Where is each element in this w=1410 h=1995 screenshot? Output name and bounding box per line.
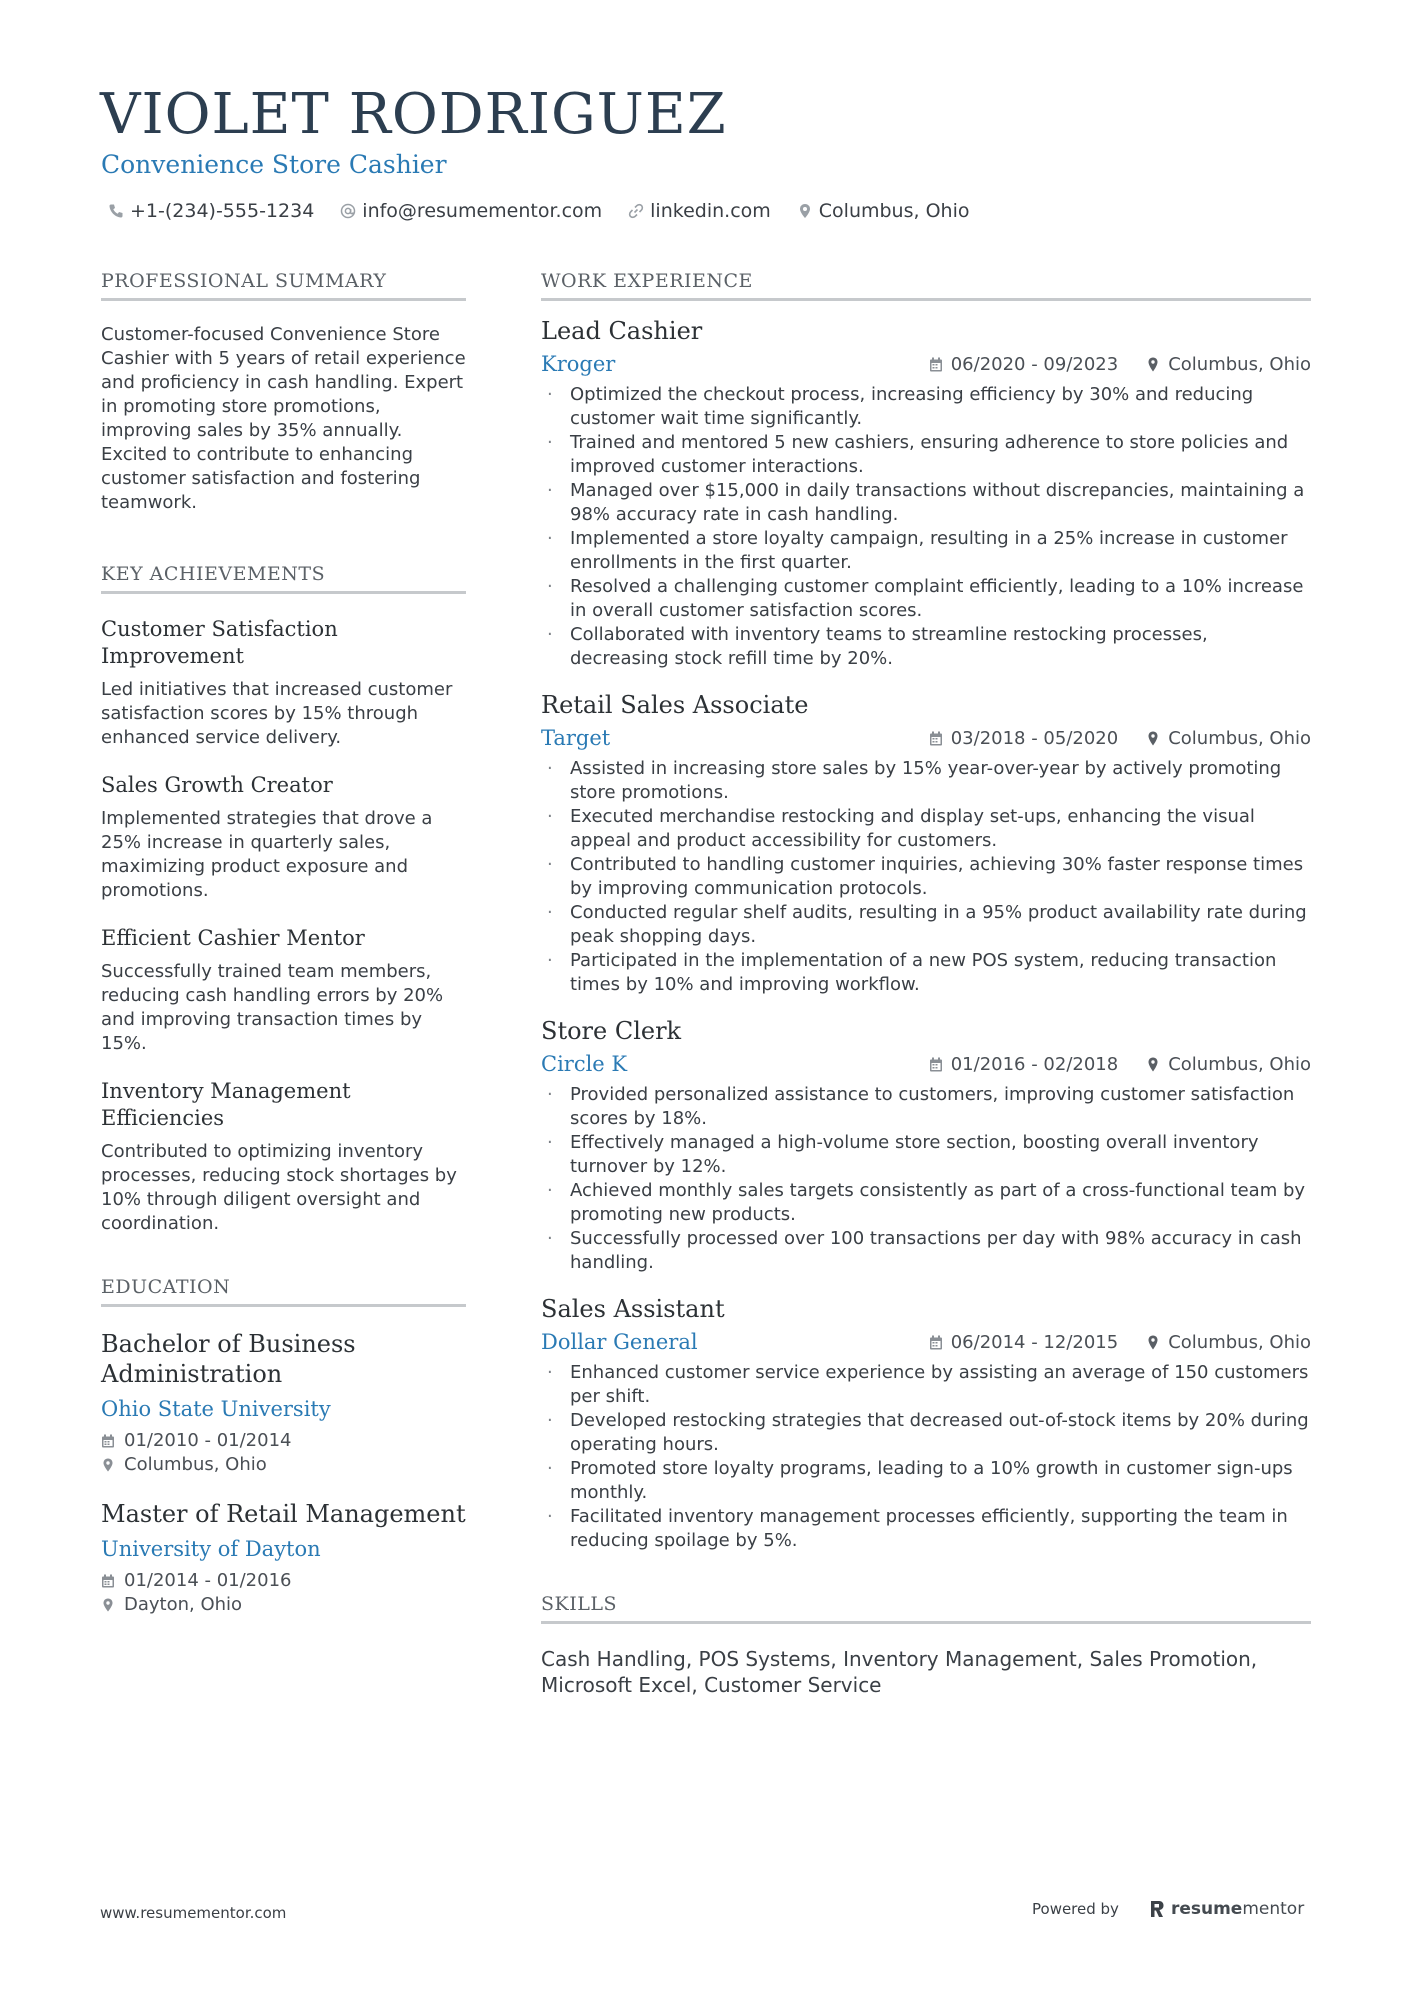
job-meta: [929, 354, 1311, 375]
job-location: [1146, 1332, 1311, 1353]
achievement-item: [101, 616, 466, 750]
job-dates: [929, 1054, 1119, 1075]
job-bullet: · Successfully processed over 100 transactions per day with 98% accuracy in cash handling.: [541, 1227, 1311, 1275]
job-bullet: · Resolved a challenging customer complaint efficiently, leading to a 10% increase in overall customer satisfaction scores.: [541, 575, 1311, 623]
job-bullet: · Contributed to handling customer inquiries, achieving 30% faster response times by improving communication protocols.: [541, 853, 1311, 901]
contact-phone[interactable]: [108, 200, 314, 222]
job-bullets: [541, 383, 1311, 671]
achievement-text: Led initiatives that increased customer satisfaction scores by 15% through enhanced service delivery.: [101, 679, 453, 748]
job-dates: [929, 728, 1119, 749]
education-dates: [101, 1429, 466, 1453]
at-icon: [340, 203, 356, 219]
degree-title: Bachelor of Business Administration: [101, 1330, 356, 1388]
left-column: [101, 270, 466, 1639]
location-text: Columbus, Ohio: [1168, 727, 1311, 749]
achievement-title: Sales Growth Creator: [101, 773, 333, 797]
dates-text: 03/2018 - 05/2020: [950, 727, 1119, 749]
job-bullet: · Provided personalized assistance to customers, improving customer satisfaction scores by 18%.: [541, 1083, 1311, 1131]
location-text: Columbus, Ohio: [1168, 1053, 1311, 1075]
candidate-name: VIOLET RODRIGUEZ: [100, 82, 727, 147]
brand-logo[interactable]: [1149, 1899, 1304, 1919]
phone-icon: [108, 203, 124, 219]
map-pin-icon: [101, 1458, 115, 1472]
job-dates: [929, 354, 1119, 375]
school-name: University of Dayton: [101, 1537, 321, 1561]
job-bullets: [541, 757, 1311, 997]
job-bullets: [541, 1083, 1311, 1275]
contact-bar: [108, 200, 969, 222]
education-item: [101, 1329, 466, 1477]
job-title: Sales Assistant: [541, 1295, 725, 1323]
job-meta-row: [541, 349, 1311, 379]
education-dates: [101, 1569, 466, 1593]
job-bullet: · Managed over $15,000 in daily transactions without discrepancies, maintaining a 98% accuracy rate in cash handling.: [541, 479, 1311, 527]
location-text: Columbus, Ohio: [1168, 1331, 1311, 1353]
education-section: [101, 1276, 466, 1617]
achievements-section: [101, 563, 466, 1236]
contact-location: [797, 200, 970, 222]
dates-text: 06/2014 - 12/2015: [950, 1331, 1119, 1353]
achievement-text: Successfully trained team members, reducing cash handling errors by 20% and improving transaction times by 15%.: [101, 961, 444, 1054]
company-name: Circle K: [541, 1052, 628, 1076]
experience-section: [541, 270, 1311, 1553]
skills-section: [541, 1593, 1311, 1698]
skills-heading: SKILLS: [541, 1593, 1311, 1624]
calendar-icon: [929, 1057, 943, 1072]
brand-bold: resume: [1170, 1899, 1243, 1919]
right-column: [541, 270, 1311, 1698]
summary-text: Customer-focused Convenience Store Cashier with 5 years of retail experience and proficiency in cash handling. Expert in promoting store promotions, improving sales by 35% annually. Excited to contribute to enhancing customer satisfaction and fostering teamwork.: [101, 324, 466, 513]
job-entry: [541, 689, 1311, 997]
location-text: Dayton, Ohio: [124, 1594, 243, 1615]
job-location: [1146, 728, 1311, 749]
powered-by-text: Powered by: [1032, 1900, 1119, 1918]
linkedin-text: linkedin.com: [650, 200, 771, 222]
job-entry: [541, 1293, 1311, 1553]
school-name: Ohio State University: [101, 1397, 331, 1421]
map-pin-icon: [797, 203, 813, 219]
job-bullet: · Trained and mentored 5 new cashiers, ensuring adherence to store policies and improved customer interactions.: [541, 431, 1311, 479]
job-bullet: · Facilitated inventory management processes efficiently, supporting the team in reducing spoilage by 5%.: [541, 1505, 1311, 1553]
job-entry: [541, 315, 1311, 671]
job-meta-row: [541, 1049, 1311, 1079]
calendar-icon: [101, 1574, 115, 1588]
education-item: [101, 1499, 466, 1617]
company-name: Dollar General: [541, 1330, 698, 1354]
job-bullet: · Collaborated with inventory teams to streamline restocking processes, decreasing stock refill time by 20%.: [541, 623, 1311, 671]
job-meta: [929, 728, 1311, 749]
job-bullet: · Enhanced customer service experience by assisting an average of 150 customers per shift.: [541, 1361, 1311, 1409]
job-meta: [929, 1054, 1311, 1075]
dates-text: 01/2010 - 01/2014: [124, 1430, 292, 1451]
job-bullet: · Assisted in increasing store sales by 15% year-over-year by actively promoting store promotions.: [541, 757, 1311, 805]
brand-light: mentor: [1242, 1899, 1305, 1919]
job-meta-row: [541, 723, 1311, 753]
job-bullet: · Executed merchandise restocking and display set-ups, enhancing the visual appeal and product accessibility for customers.: [541, 805, 1311, 853]
achievement-title: Efficient Cashier Mentor: [101, 926, 365, 950]
experience-heading: WORK EXPERIENCE: [541, 270, 1311, 301]
job-bullet: · Implemented a store loyalty campaign, resulting in a 25% increase in customer enrollments in the first quarter.: [541, 527, 1311, 575]
map-pin-icon: [1146, 357, 1160, 372]
dates-text: 01/2014 - 01/2016: [124, 1570, 292, 1591]
job-role: Convenience Store Cashier: [101, 150, 447, 179]
map-pin-icon: [1146, 1057, 1160, 1072]
contact-email[interactable]: [340, 200, 602, 222]
calendar-icon: [929, 357, 943, 372]
job-meta-row: [541, 1327, 1311, 1357]
map-pin-icon: [1146, 731, 1160, 746]
achievement-text: Contributed to optimizing inventory processes, reducing stock shortages by 10% through diligent oversight and coordination.: [101, 1141, 457, 1234]
job-entry: [541, 1015, 1311, 1275]
location-text: Columbus, Ohio: [124, 1454, 267, 1475]
achievement-item: [101, 772, 466, 903]
job-bullet: · Effectively managed a high-volume store section, boosting overall inventory turnover by 12%.: [541, 1131, 1311, 1179]
footer-powered: [1032, 1899, 1304, 1919]
education-location: [101, 1593, 466, 1617]
map-pin-icon: [1146, 1335, 1160, 1350]
achievement-title: Inventory Management Efficiencies: [101, 1079, 351, 1130]
achievements-heading: KEY ACHIEVEMENTS: [101, 563, 466, 594]
calendar-icon: [929, 731, 943, 746]
email-text: info@resumementor.com: [362, 200, 603, 222]
summary-section: [101, 270, 466, 515]
job-bullet: · Achieved monthly sales targets consistently as part of a cross-functional team by promoting new products.: [541, 1179, 1311, 1227]
contact-linkedin[interactable]: [628, 200, 771, 222]
job-dates: [929, 1332, 1119, 1353]
dates-text: 01/2016 - 02/2018: [950, 1053, 1119, 1075]
calendar-icon: [101, 1434, 115, 1448]
job-title: Store Clerk: [541, 1017, 682, 1045]
job-bullet: · Participated in the implementation of a new POS system, reducing transaction times by 10% and improving workflow.: [541, 949, 1311, 997]
education-heading: EDUCATION: [101, 1276, 466, 1307]
job-title: Retail Sales Associate: [541, 691, 809, 719]
job-bullet: · Promoted store loyalty programs, leading to a 10% growth in customer sign-ups monthly.: [541, 1457, 1311, 1505]
calendar-icon: [929, 1335, 943, 1350]
dates-text: 06/2020 - 09/2023: [950, 353, 1119, 375]
company-name: Kroger: [541, 352, 616, 376]
achievement-title: Customer Satisfaction Improvement: [101, 617, 338, 668]
job-bullet: · Optimized the checkout process, increasing efficiency by 30% and reducing customer wait time significantly.: [541, 383, 1311, 431]
company-name: Target: [541, 726, 611, 750]
job-location: [1146, 1054, 1311, 1075]
brand-mark-icon: [1149, 1899, 1165, 1919]
job-bullet: · Developed restocking strategies that decreased out-of-stock items by 20% during operating hours.: [541, 1409, 1311, 1457]
achievement-item: [101, 925, 466, 1056]
map-pin-icon: [101, 1598, 115, 1612]
link-icon: [628, 203, 644, 219]
job-bullets: [541, 1361, 1311, 1553]
degree-title: Master of Retail Management: [101, 1500, 466, 1528]
phone-text: +1-(234)-555-1234: [130, 200, 315, 222]
footer-website[interactable]: www.resumementor.com: [100, 1904, 287, 1922]
skills-text: Cash Handling, POS Systems, Inventory Management, Sales Promotion, Microsoft Excel, Customer Service: [541, 1647, 1258, 1697]
achievement-item: [101, 1078, 466, 1236]
job-location: [1146, 354, 1311, 375]
job-meta: [929, 1332, 1311, 1353]
location-text: Columbus, Ohio: [1168, 353, 1311, 375]
job-bullet: · Conducted regular shelf audits, resulting in a 95% product availability rate during peak shopping days.: [541, 901, 1311, 949]
education-location: [101, 1453, 466, 1477]
location-text: Columbus, Ohio: [818, 200, 970, 222]
summary-heading: PROFESSIONAL SUMMARY: [101, 270, 466, 301]
job-title: Lead Cashier: [541, 317, 703, 345]
achievement-text: Implemented strategies that drove a 25% increase in quarterly sales, maximizing product exposure and promotions.: [101, 808, 433, 901]
